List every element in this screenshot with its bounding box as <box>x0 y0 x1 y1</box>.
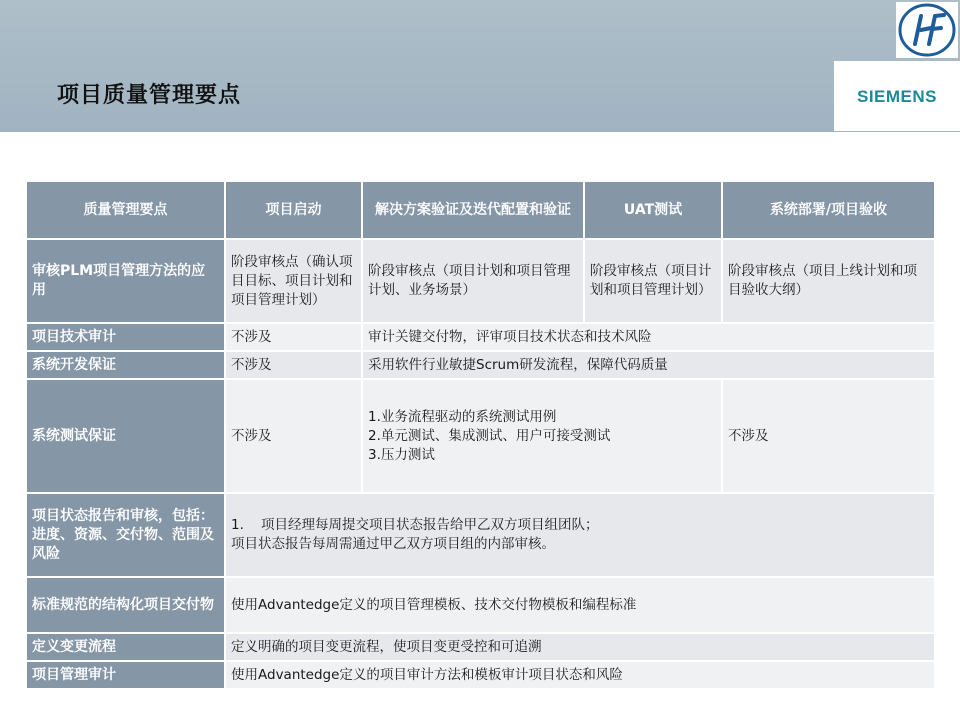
hf-logo <box>896 2 958 58</box>
siemens-logo <box>834 61 960 131</box>
table-row <box>26 351 935 379</box>
status-line-1: 1. 项目经理每周提交项目状态报告给甲乙双方项目组团队； <box>231 517 599 533</box>
row-label-plm: 审核PLM项目管理方法的应用 <box>26 239 225 323</box>
cell-test-items <box>362 379 722 493</box>
table-row <box>26 661 935 689</box>
row-label-pm-audit: 项目管理审计 <box>26 661 225 689</box>
row-label-test: 系统测试保证 <box>26 379 225 493</box>
test-item-2: 2.单元测试、集成测试、用户可接受测试 <box>368 427 611 444</box>
cell-status-content <box>225 493 935 577</box>
table-row <box>26 239 935 323</box>
cell-change-content: 定义明确的项目变更流程，使项目变更受控和可追溯 <box>225 633 935 661</box>
cell-plm-uat: 阶段审核点（项目计划和项目管理计划） <box>584 239 722 323</box>
table-row <box>26 493 935 577</box>
row-label-tech-audit: 项目技术审计 <box>26 323 225 351</box>
cell-standard-content: 使用Advantedge定义的项目管理模板、技术交付物模板和编程标准 <box>225 577 935 633</box>
row-label-dev: 系统开发保证 <box>26 351 225 379</box>
test-item-1: 1.业务流程驱动的系统测试用例 <box>368 408 557 425</box>
header-quality-point: 质量管理要点 <box>26 181 225 239</box>
cell-pm-audit-content: 使用Advantedge定义的项目审计方法和模板审计项目状态和风险 <box>225 661 935 689</box>
header-band <box>0 0 960 132</box>
header-uat: UAT测试 <box>584 181 722 239</box>
cell-tech-audit-start: 不涉及 <box>225 323 362 351</box>
header-deploy-acceptance: 系统部署/项目验收 <box>722 181 935 239</box>
row-label-change: 定义变更流程 <box>26 633 225 661</box>
hf-logo-icon <box>896 2 958 58</box>
row-label-status: 项目状态报告和审核，包括：进度、资源、交付物、范围及风险 <box>26 493 225 577</box>
table-row <box>26 577 935 633</box>
page-title: 项目质量管理要点 <box>57 83 242 108</box>
cell-test-start: 不涉及 <box>225 379 362 493</box>
table-header-row <box>26 181 935 239</box>
row-label-standard: 标准规范的结构化项目交付物 <box>26 577 225 633</box>
cell-test-deploy: 不涉及 <box>722 379 935 493</box>
cell-plm-deploy: 阶段审核点（项目上线计划和项目验收大纲） <box>722 239 935 323</box>
cell-dev-rest: 采用软件行业敏捷Scrum研发流程，保障代码质量 <box>362 351 935 379</box>
status-line-2: 项目状态报告每周需通过甲乙双方项目组的内部审核。 <box>231 536 555 552</box>
cell-plm-start: 阶段审核点（确认项目目标、项目计划和项目管理计划） <box>225 239 362 323</box>
siemens-logo-text: SIEMENS <box>856 87 938 106</box>
table-row <box>26 379 935 493</box>
quality-table <box>25 180 936 690</box>
cell-plm-solution: 阶段审核点（项目计划和项目管理计划、业务场景） <box>362 239 584 323</box>
cell-tech-audit-rest: 审计关键交付物，评审项目技术状态和技术风险 <box>362 323 935 351</box>
header-solution-verification: 解决方案验证及迭代配置和验证 <box>362 181 584 239</box>
test-item-3: 3.压力测试 <box>368 446 435 463</box>
header-project-start: 项目启动 <box>225 181 362 239</box>
table-row <box>26 323 935 351</box>
cell-dev-start: 不涉及 <box>225 351 362 379</box>
table-row <box>26 633 935 661</box>
